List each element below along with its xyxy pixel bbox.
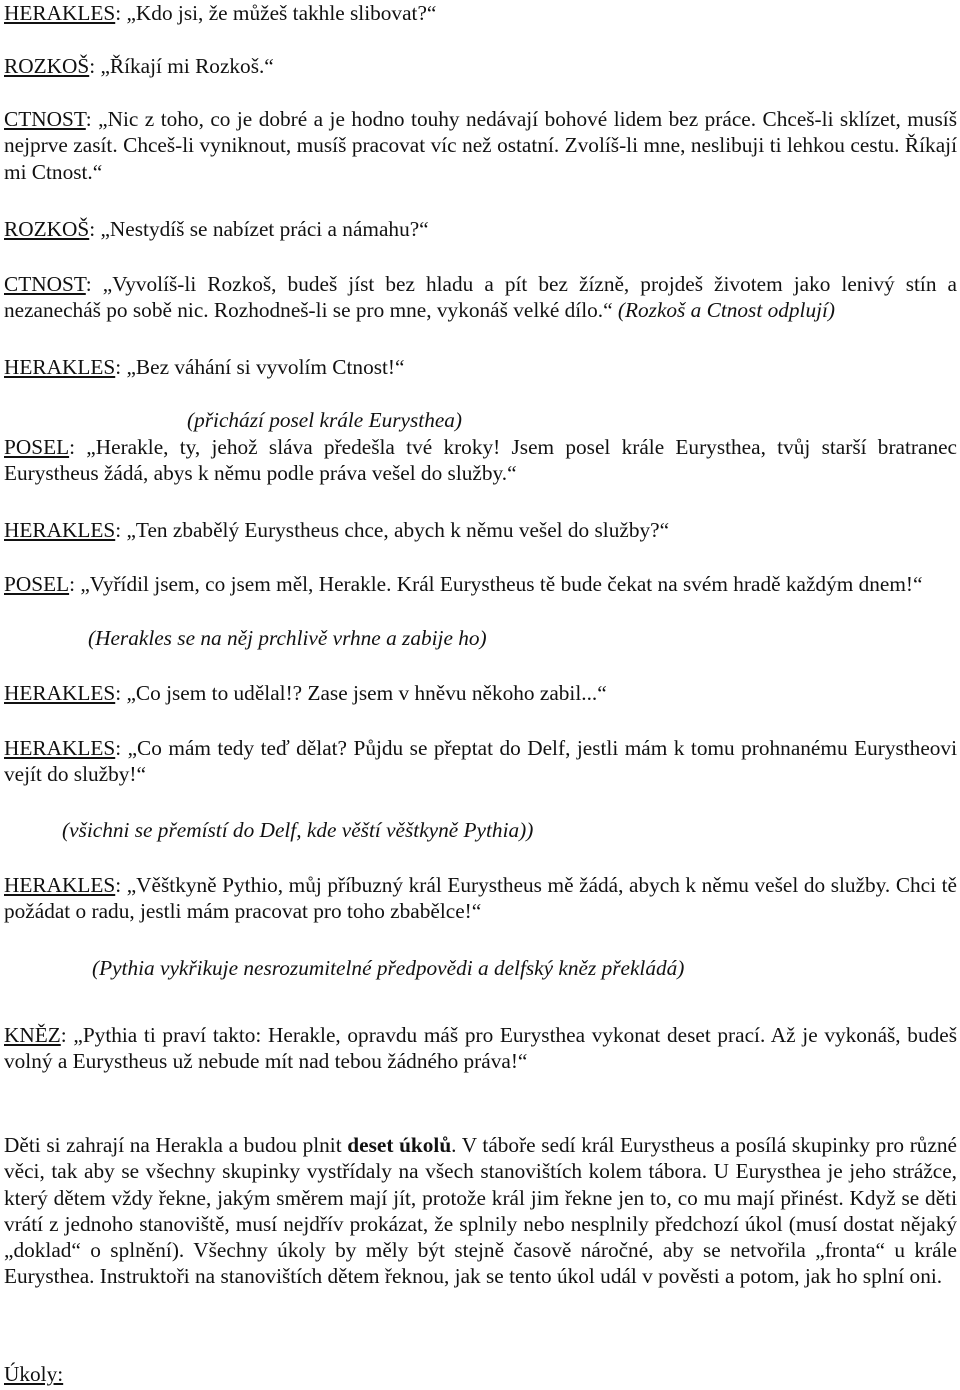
speech-text: „Pythia ti praví takto: Herakle, opravdu máš pro Eurysthea vykonat deset prací. Až je vykonáš, budeš volný a Eurystheus už nebude mít nad tebou žádného práva!“ [4, 1023, 957, 1074]
tasks-heading: Úkoly: [4, 1362, 64, 1386]
instructions-paragraph [4, 1132, 957, 1290]
stage-direction: (Pythia vykřikuje nesrozumitelné předpovědi a delfský kněz překládá) [92, 956, 685, 980]
dialogue-line: CTNOST: „Vyvolíš-li Rozkoš, budeš jíst bez hladu a pít bez žízně, projdeš životem jako lenivý stín a nezanecháš po sobě nic. Rozhodneš-li se pro mne, vykonáš velké dílo.“ (Rozkoš a Ctnost odplují) [4, 272, 957, 323]
speaker-name: HERAKLES [4, 518, 116, 542]
dialogue-line: POSEL: „Vyřídil jsem, co jsem měl, Herakle. Král Eurystheus tě bude čekat na svém hradě každým dnem!“ [4, 572, 923, 596]
speech-text: „Ten zbabělý Eurystheus chce, abych k němu vešel do služby?“ [126, 518, 670, 542]
speech-text: „Co mám tedy teď dělat? Půjdu se přeptat do Delf, jestli mám k tomu prohnanému Eurystheovi vejít do služby!“ [4, 736, 957, 787]
speaker-name: CTNOST [4, 272, 86, 296]
stage-direction: (přichází posel krále Eurysthea) [187, 408, 463, 432]
instructions-emphasis: deset úkolů [347, 1133, 452, 1157]
speech-text: „Vyvolíš-li Rozkoš, budeš jíst bez hladu a pít bez žízně, projdeš životem jako lenivý stín a nezanecháš po sobě nic. Rozhodneš-li se pro mne, vykonáš velké dílo.“ [4, 272, 957, 323]
dialogue-line: KNĚZ: „Pythia ti praví takto: Herakle, opravdu máš pro Eurysthea vykonat deset prací. Až je vykonáš, budeš volný a Eurystheus už nebude mít nad tebou žádného práva!“ [4, 1023, 957, 1074]
speech-text: „Věštkyně Pythio, můj příbuzný král Eurystheus mě žádá, abych k němu vešel do služby. Chci tě požádat o radu, jestli mám pracovat pro toho zbabělce!“ [4, 873, 957, 924]
speech-text: „Nestydíš se nabízet práci a námahu?“ [100, 217, 429, 241]
dialogue-line: HERAKLES: „Kdo jsi, že můžeš takhle slibovat?“ [4, 1, 437, 25]
dialogue-line: ROZKOŠ: „Nestydíš se nabízet práci a námahu?“ [4, 217, 429, 241]
stage-direction: (Rozkoš a Ctnost odplují) [617, 298, 836, 323]
instructions-text: . V táboře sedí král Eurystheus a posílá skupinky pro různé věci, tak aby se všechny skupinky vystřídaly na všech stanovištích kolem tábora. U Eurysthea je jeho strážce, který dětem vždy řekne, jakým směrem mají jít, protože král jim řekne jen to, co mu mají přinést. Když se děti vrátí z jednoho stanoviště, musí nejdřív prokázat, že splnily nebo nesplnily předchozí úkol (musí dostat nějaký „doklad“ o splnění). Všechny úkoly by měly být stejně časově náročné, aby se netvořila „fronta“ u krále Eurysthea. Instruktoři na stanovištích dětem řeknou, jak se tento úkol udál v pověsti a potom, jak ho splní oni. [4, 1133, 958, 1289]
speaker-name: HERAKLES [4, 873, 116, 897]
speech-text: „Kdo jsi, že můžeš takhle slibovat?“ [126, 1, 437, 25]
speech-text: „Vyřídil jsem, co jsem měl, Herakle. Král Eurystheus tě bude čekat na svém hradě každým dnem!“ [80, 572, 923, 596]
dialogue-line: POSEL: „Herakle, ty, jehož sláva předešla tvé kroky! Jsem posel krále Eurysthea, tvůj starší bratranec Eurystheus žádá, abys k němu podle práva vešel do služby.“ [4, 435, 958, 486]
speaker-name: HERAKLES [4, 355, 116, 379]
dialogue-line: HERAKLES: „Ten zbabělý Eurystheus chce, abych k němu vešel do služby?“ [4, 518, 670, 542]
stage-direction: (Herakles se na něj prchlivě vrhne a zabije ho) [88, 626, 487, 650]
speech-text: „Nic z toho, co je dobré a je hodno touhy nedávají bohové lidem bez práce. Chceš-li sklízet, musíš nejprve zasít. Chceš-li vyniknout, musíš pracovat víc než ostatní. Zvolíš-li mne, neslibuji ti lehkou cestu. Říkají mi Ctnost.“ [4, 107, 957, 184]
speaker-name: KNĚZ [4, 1023, 61, 1047]
dialogue-line: HERAKLES: „Co mám tedy teď dělat? Půjdu se přeptat do Delf, jestli mám k tomu prohnanému Eurystheovi vejít do služby!“ [4, 736, 957, 787]
speaker-name: HERAKLES [4, 736, 116, 760]
speech-text: „Bez váhání si vyvolím Ctnost!“ [126, 355, 405, 379]
speaker-name: ROZKOŠ [4, 54, 90, 78]
stage-direction: (všichni se přemístí do Delf, kde věští věštkyně Pythia)) [62, 818, 534, 842]
speaker-name: ROZKOŠ [4, 217, 90, 241]
dialogue-line: ROZKOŠ: „Říkají mi Rozkoš.“ [4, 54, 274, 78]
speech-text: „Říkají mi Rozkoš.“ [100, 54, 274, 78]
dialogue-line: CTNOST: „Nic z toho, co je dobré a je hodno touhy nedávají bohové lidem bez práce. Chceš-li sklízet, musíš nejprve zasít. Chceš-li vyniknout, musíš pracovat víc než ostatní. Zvolíš-li mne, neslibuji ti lehkou cestu. Říkají mi Ctnost.“ [4, 107, 957, 184]
dialogue-line: HERAKLES: „Co jsem to udělal!? Zase jsem v hněvu někoho zabil...“ [4, 681, 607, 705]
speaker-name: POSEL [4, 572, 70, 596]
speaker-name: CTNOST [4, 107, 86, 131]
dialogue-line: HERAKLES: „Věštkyně Pythio, můj příbuzný král Eurystheus mě žádá, abych k němu vešel do služby. Chci tě požádat o radu, jestli mám pracovat pro toho zbabělce!“ [4, 873, 957, 924]
speech-text: „Co jsem to udělal!? Zase jsem v hněvu někoho zabil...“ [126, 681, 607, 705]
instructions-text: Děti si zahrají na Herakla a budou plnit [4, 1133, 348, 1157]
speech-text: „Herakle, ty, jehož sláva předešla tvé kroky! Jsem posel krále Eurysthea, tvůj starší bratranec Eurystheus žádá, abys k němu podle práva vešel do služby.“ [4, 435, 958, 486]
dialogue-line: HERAKLES: „Bez váhání si vyvolím Ctnost!“ [4, 355, 405, 379]
speaker-name: HERAKLES [4, 681, 116, 705]
speaker-name: POSEL [4, 435, 70, 459]
speaker-name: HERAKLES [4, 1, 116, 25]
